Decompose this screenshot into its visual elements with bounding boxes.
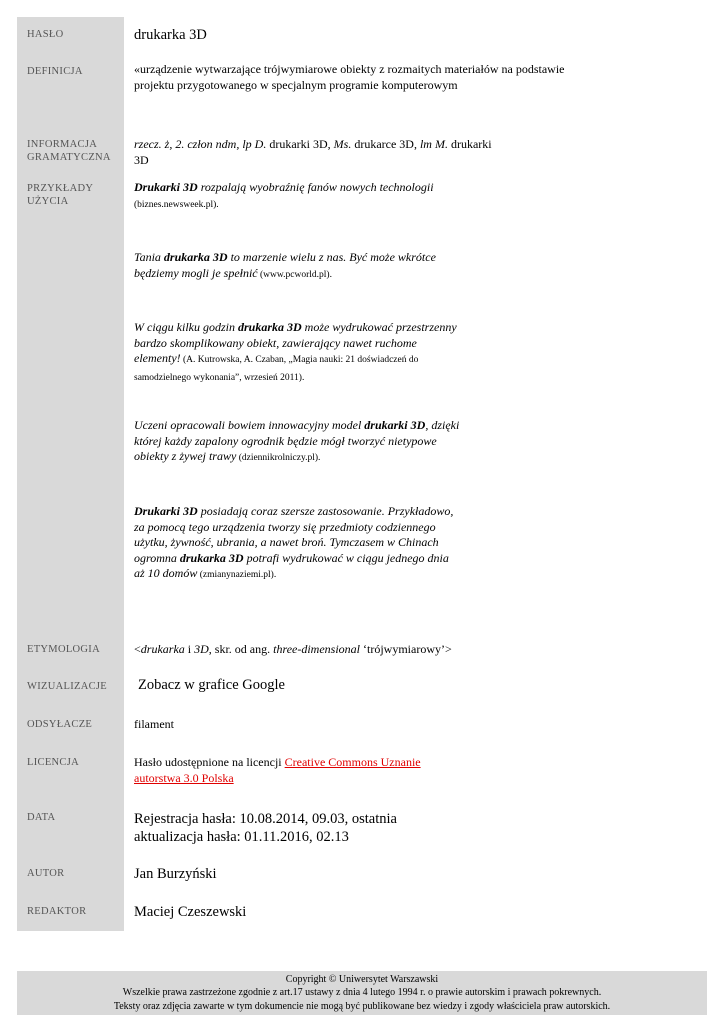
label-wizualizacje: WIZUALIZACJE: [17, 669, 124, 707]
value-wizualizacje: [124, 669, 707, 707]
editor-name: Maciej Czeszewski: [134, 904, 247, 920]
definition-text: «urządzenie wytwarzające trójwymiarowe obiekty z rozmaitych materiałów na podstawie projektu przygotowanego w specjalnym programie komputerowym: [134, 62, 565, 92]
row-odsylacze: [17, 707, 707, 745]
example-source: (www.pcworld.pl).: [257, 269, 332, 280]
row-licencja: [17, 745, 707, 799]
google-images-link[interactable]: Zobacz w grafice Google: [138, 677, 285, 693]
row-wizualizacje: [17, 669, 707, 707]
label-definicja: DEFINICJA: [17, 54, 124, 127]
example-source: (biznes.newsweek.pl).: [134, 199, 219, 210]
label-haslo: HASŁO: [17, 17, 124, 54]
license-link[interactable]: Creative Commons Uznanie autorstwa 3.0 Polska: [134, 755, 421, 785]
publication-notice: Teksty oraz zdjęcia zawarte w tym dokumencie nie mogą być publikowane bez wiedzy i zgody właściciela praw autorskich.: [113, 1000, 611, 1012]
example-4: Uczeni opracowali bowiem innowacyjny model drukarki 3D, dzięki której każdy zapalony ogrodnik będzie mógł tworzyć nietypowe obiekty z żywej trawy (dziennikrolniczy.pl).: [134, 418, 460, 463]
copyright-line: Copyright © Uniwersytet Warszawski: [285, 974, 439, 985]
grammar-text: rzecz. ż, 2. człon ndm, lp D. drukarki 3D, Ms. drukarce 3D, lm M. drukarki 3D: [134, 137, 492, 167]
row-haslo: [17, 17, 707, 54]
author-name: Jan Burzyński: [134, 866, 217, 882]
cross-reference: filament: [134, 717, 174, 731]
label-etymologia: ETYMOLOGIA: [17, 631, 124, 669]
example-3: W ciągu kilku godzin drukarka 3D może wydrukować przestrzenny bardzo skomplikowany obiekt, zawierający nawet ruchome elementy! (A. Kutrowska, A. Czaban, „Magia nauki: 21 doświadczeń do samodzielnego wykonania”, wrzesień 2011).: [134, 320, 457, 383]
dates-text: [124, 799, 707, 855]
grammar-abbr: rzecz. ż, 2. człon ndm, lp D.: [134, 137, 267, 151]
row-autor: [17, 855, 707, 893]
last-update-date: aktualizacja hasła: 01.11.2016, 02.13: [134, 829, 349, 845]
license-text: Hasło udostępnione na licencji Creative Commons Uznanie autorstwa 3.0 Polska: [134, 755, 421, 785]
example-1: Drukarki 3D rozpalają wyobraźnię fanów nowych technologii (biznes.newsweek.pl).: [134, 180, 434, 210]
registration-date: Rejestracja hasła: 10.08.2014, 09.03, ostatnia: [134, 811, 397, 827]
example-source: (dziennikrolniczy.pl).: [236, 453, 321, 463]
label-redaktor: REDAKTOR: [17, 893, 124, 931]
dictionary-entry: [17, 17, 707, 931]
example-2: Tania drukarka 3D to marzenie wielu z nas. Być może wkrótce będziemy mogli je spełnić (www.pcworld.pl).: [134, 250, 436, 280]
row-definicja: [17, 54, 707, 127]
label-informacja-gramatyczna: INFORMACJA GRAMATYCZNA: [17, 127, 124, 177]
usage-examples: [124, 177, 707, 631]
row-redaktor: [17, 893, 707, 931]
value-haslo: [124, 17, 707, 54]
row-informacja-gramatyczna: [17, 127, 707, 177]
rights-line: Wszelkie prawa zastrzeżone zgodnie z art.17 ustawy z dnia 4 lutego 1994 r. o prawie autorskim i prawach pokrewnych.: [122, 987, 602, 999]
label-autor: AUTOR: [17, 855, 124, 893]
etymology-text: <drukarka i 3D, skr. od ang. three-dimensional ‘trójwymiarowy’>: [134, 642, 452, 656]
grammar-abbr: Ms.: [333, 137, 352, 151]
copyright-footer: [17, 971, 707, 1015]
row-etymologia: [17, 631, 707, 669]
headword: drukarka 3D: [134, 27, 207, 43]
label-licencja: LICENCJA: [17, 745, 124, 799]
example-source: (zmianynaziemi.pl).: [197, 570, 277, 580]
example-5: Drukarki 3D posiadają coraz szersze zastosowanie. Przykładowo, za pomocą tego urządzenia tworzy się przedmioty codziennego użytku, żywność, ubrania, a nawet broń. Tymczasem w Chinach ogromna drukarka 3D potrafi wydrukować w ciągu jednego dnia aż 10 domów (zmianynaziemi.pl).: [134, 504, 454, 580]
row-data: [17, 799, 707, 855]
example-source: (A. Kutrowska, A. Czaban, „Magia nauki: 21 doświadczeń do samodzielnego wykonania”, wrzesień 2011).: [134, 355, 419, 383]
row-przyklady-uzycia: [17, 177, 707, 631]
label-data: DATA: [17, 799, 124, 855]
label-odsylacze: ODSYŁACZE: [17, 707, 124, 745]
grammar-abbr: lm M.: [419, 137, 448, 151]
label-przyklady-uzycia: PRZYKŁADY UŻYCIA: [17, 177, 124, 631]
